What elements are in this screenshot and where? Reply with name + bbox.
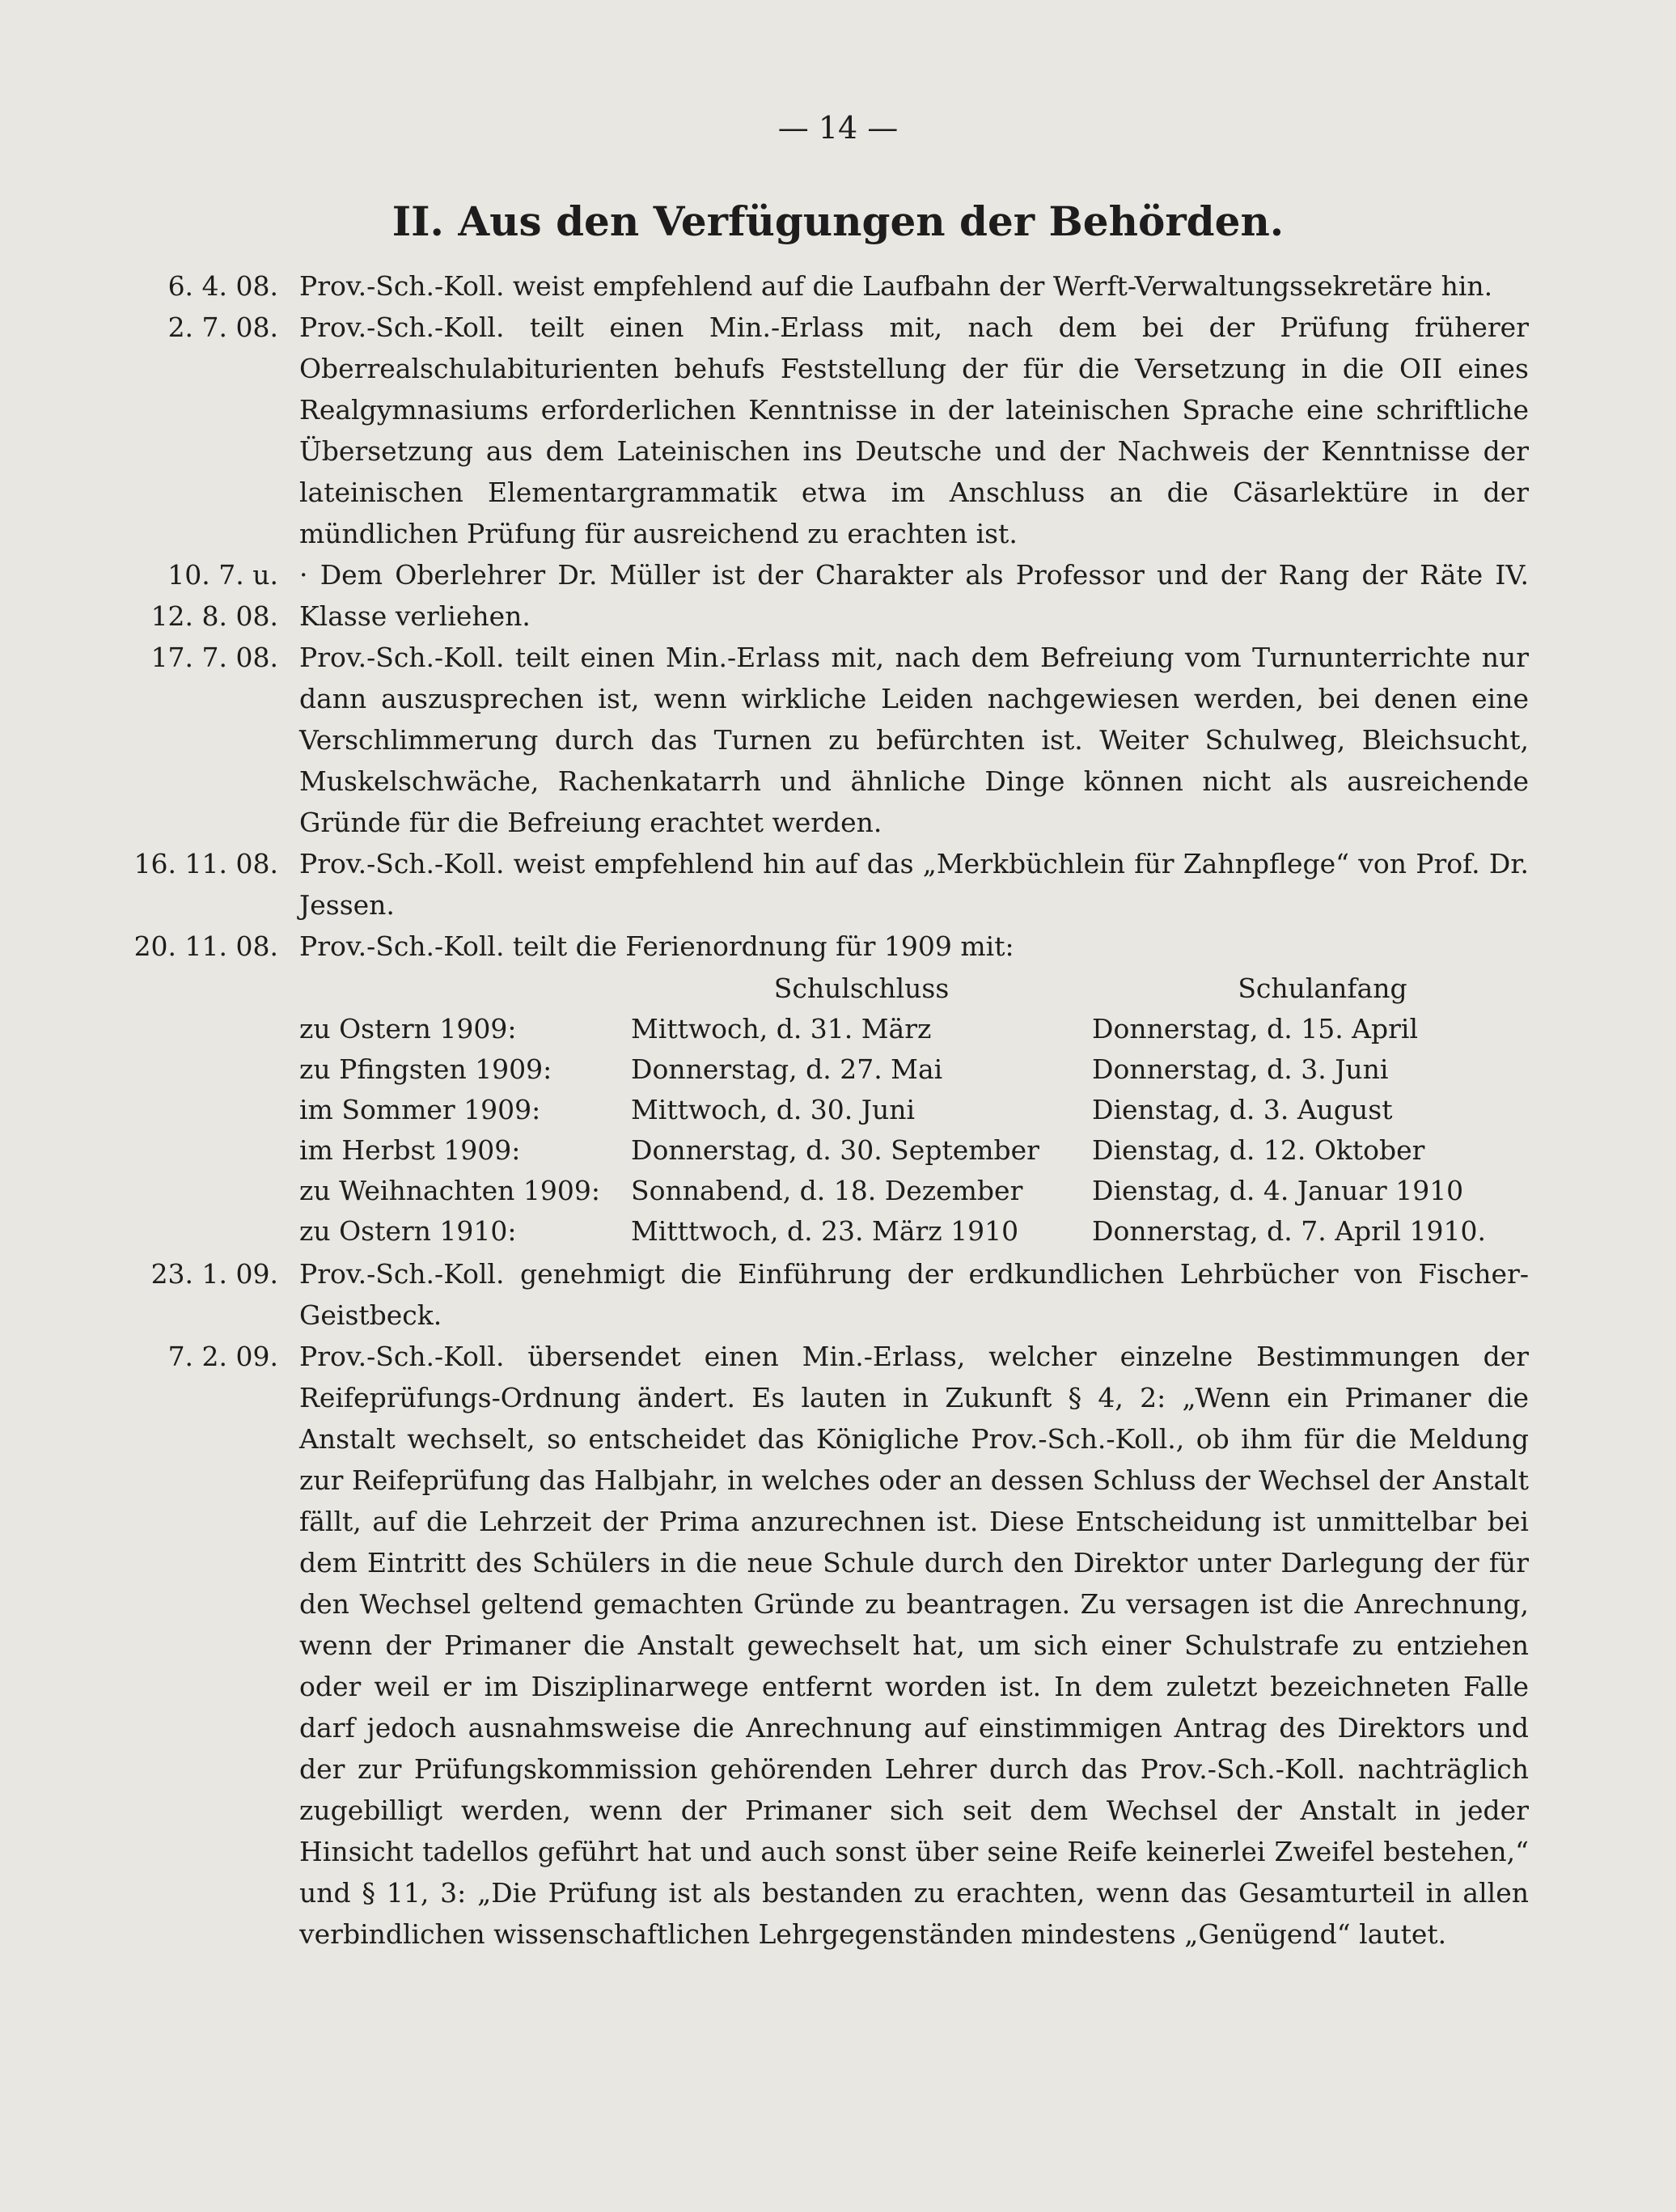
decree-entry: [121, 926, 1529, 967]
decree-text: Prov.-Sch.-Koll. weist empfehlend auf die Laufbahn der Werft-Verwaltungssekretäre hin.: [299, 270, 1493, 302]
table-cell: Sonnabend, d. 18. Dezember: [631, 1175, 1023, 1206]
table-cell: zu Ostern 1909:: [299, 1013, 517, 1045]
decree-entry: [121, 1253, 1529, 1336]
table-cell: zu Pfingsten 1909:: [299, 1053, 552, 1085]
decree-text: Prov.-Sch.-Koll. genehmigt die Einführung der erdkundlichen Lehrbücher von Fischer-Geistbeck.: [299, 1258, 1529, 1331]
decree-entry: [121, 265, 1529, 307]
table-header: Schulanfang: [1238, 973, 1407, 1004]
page-number: — 14 —: [777, 110, 899, 146]
table-cell: Donnerstag, d. 27. Mai: [631, 1053, 943, 1085]
table-cell: zu Weihnachten 1909:: [299, 1175, 600, 1206]
table-header: [299, 968, 631, 1009]
decree-entry: [121, 843, 1529, 926]
table-cell: zu Ostern 1910:: [299, 1215, 517, 1247]
decree-text: Prov.-Sch.-Koll. übersendet einen Min.-Erlass, welcher einzelne Bestimmungen der Reifeprüfungs-Ordnung ändert. Es lauten in Zukunft § 4, 2: „Wenn ein Primaner die Anstalt wechselt, so entscheidet das Königliche Prov.-Sch.-Koll., ob ihm für die Meldung zur Reifeprüfung das Halbjahr, in welches oder an dessen Schluss der Wechsel der Anstalt fällt, auf die Lehrzeit der Prima anzurechnen ist. Diese Entscheidung ist unmittelbar bei dem Eintritt des Schülers in die neue Schule durch den Direktor unter Darlegung der für den Wechsel geltend gemachten Gründe zu beantragen. Zu versagen ist die Anrechnung, wenn der Primaner die Anstalt gewechselt hat, um sich einer Schulstrafe zu entziehen oder weil er im Disziplinarwege entfernt worden ist. In dem zuletzt bezeichneten Falle darf jedoch ausnahmsweise die Anrechnung auf einstimmigen Antrag des Direktors und der zur Prüfungskommission gehörenden Lehrer durch das Prov.-Sch.-Koll. nachträglich zugebilligt werden, wenn der Primaner sich seit dem Wechsel der Anstalt in jeder Hinsicht tadellos geführt hat und auch sonst über seine Reife keinerlei Zweifel bestehen,“ und § 11, 3: „Die Prüfung ist als bestanden zu erachten, wenn das Gesamturteil in allen verbindlichen wissenschaftlichen Lehrgegenständen mindestens „Genügend“ lautet.: [299, 1341, 1529, 1950]
decree-text: Prov.-Sch.-Koll. teilt einen Min.-Erlass mit, nach dem bei der Prüfung früherer Oberrealschulabiturienten behufs Feststellung der für die Versetzung in die OII eines Realgymnasiums erforderlichen Kenntnisse in der lateinischen Sprache eine schriftliche Übersetzung aus dem Lateinischen ins Deutsche und der Nachweis der Kenntnisse der lateinischen Elementargrammatik etwa im Anschluss an die Cäsarlektüre in der mündlichen Prüfung für ausreichend zu erachten ist.: [299, 311, 1529, 549]
section-heading: II. Aus den Verfügungen der Behörden.: [391, 197, 1285, 245]
table-cell: im Sommer 1909:: [299, 1094, 541, 1125]
decree-entry: [121, 307, 1529, 554]
decree-date: 6. 4. 08.: [167, 270, 278, 302]
decree-date: 7. 2. 09.: [167, 1341, 278, 1372]
decree-text: · Dem Oberlehrer Dr. Müller ist der Charakter als Professor und der Rang der Räte IV. Klasse verliehen.: [299, 559, 1529, 632]
decree-list: [121, 265, 1529, 1955]
decree-date: 23. 1. 09.: [150, 1258, 278, 1290]
decree-date: 16. 11. 08.: [133, 848, 278, 879]
entries-before: [121, 265, 1529, 967]
table-cell: Mittwoch, d. 31. März: [631, 1013, 932, 1045]
table-header: Schulschluss: [773, 973, 950, 1004]
table-cell: Donnerstag, d. 30. September: [631, 1134, 1039, 1166]
decree-entry: [121, 1336, 1529, 1955]
entries-after: [121, 1253, 1529, 1955]
decree-entry: [121, 554, 1529, 637]
table-cell: Donnerstag, d. 7. April 1910.: [1092, 1215, 1486, 1247]
decree-date: 10. 7. u. 12. 8. 08.: [150, 559, 278, 632]
decree-date: 20. 11. 08.: [133, 930, 278, 962]
table-cell: Dienstag, d. 3. August: [1092, 1094, 1393, 1125]
table-cell: Donnerstag, d. 15. April: [1092, 1013, 1419, 1045]
decree-text: Prov.-Sch.-Koll. weist empfehlend hin auf das „Merkbüchlein für Zahnpflege“ von Prof. Dr. Jessen.: [299, 848, 1529, 921]
decree-text: Prov.-Sch.-Koll. teilt einen Min.-Erlass mit, nach dem Befreiung vom Turnunterrichte nur dann auszusprechen ist, wenn wirkliche Leiden nachgewiesen werden, bei denen eine Verschlimmerung durch das Turnen zu befürchten ist. Weiter Schulweg, Bleichsucht, Muskelschwäche, Rachenkatarrh und ähnliche Dinge können nicht als ausreichende Gründe für die Befreiung erachtet werden.: [299, 642, 1529, 838]
table-cell: Dienstag, d. 4. Januar 1910: [1092, 1175, 1464, 1206]
table-cell: Dienstag, d. 12. Oktober: [1092, 1134, 1425, 1166]
decree-text: Prov.-Sch.-Koll. teilt die Ferienordnung für 1909 mit:: [299, 930, 1014, 962]
decree-date: 2. 7. 08.: [167, 311, 278, 343]
holiday-table: [299, 968, 1529, 1252]
table-cell: Mitttwoch, d. 23. März 1910: [631, 1215, 1019, 1247]
table-cell: Donnerstag, d. 3. Juni: [1092, 1053, 1389, 1085]
table-cell: im Herbst 1909:: [299, 1134, 521, 1166]
decree-date: 17. 7. 08.: [150, 642, 278, 673]
decree-entry: [121, 637, 1529, 843]
table-cell: Mittwoch, d. 30. Juni: [631, 1094, 916, 1125]
